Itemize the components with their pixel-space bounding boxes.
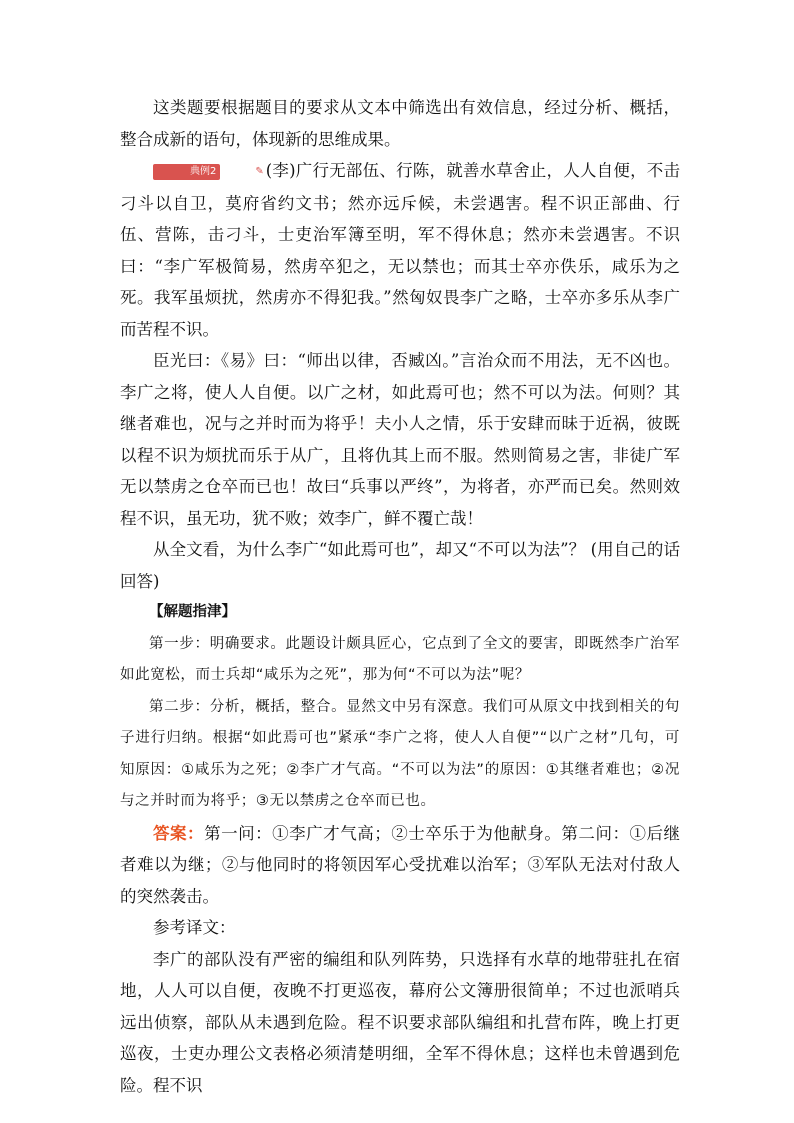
example-tag-badge: 典例2: [153, 164, 220, 180]
answer-label: 答案：: [153, 823, 205, 843]
example-passage-text: (李)广行无部伍、行陈，就善水草舍止，人人自便，不击刁斗以自卫，莫府省约文书；然亦远斥候，未尝遇害。程不识正部曲、行伍、营陈，击刁斗，士吏治军簿至明，军不得休息；然亦未尝遇害。不识曰：“李广军极简易，然虏卒犯之，无以禁也；而其士卒亦佚乐，咸乐为之死。我军虽烦扰，然虏亦不得犯我。”然匈奴畏李广之略，士卒亦多乐从李广而苦程不识。: [120, 161, 680, 339]
guide-heading: 【解题指津】: [149, 604, 236, 620]
translation-heading: 参考译文：: [153, 918, 236, 937]
answer-paragraph: [120, 818, 680, 913]
document-page: [120, 92, 680, 1101]
question-paragraph: 从全文看，为什么李广“如此焉可也”，却又“不可以为法”？ (用自己的话回答): [120, 540, 680, 591]
example-passage-paragraph: [120, 155, 680, 345]
pencil-icon: ✎: [255, 166, 264, 177]
translation-paragraph: 李广的部队没有严密的编组和队列阵势，只选择有水草的地带驻扎在宿地，人人可以自便，夜晚不打更巡夜，幕府公文簿册很简单；不过也派哨兵远出侦察，部队从未遇到危险。程不识要求部队编组和扎营布阵，晚上打更巡夜，士吏办理公文表格必须清楚明细，全军不得休息；这样也未曾遇到危险。程不识: [120, 949, 680, 1095]
commentary-paragraph: 臣光曰：《易》曰：“师出以律，否臧凶。”言治众而不用法，无不凶也。李广之将，使人人自便。以广之材，如此焉可也；然不可以为法。何则？其继者难也，况与之并时而为将乎！夫小人之情，乐于安肆而昧于近祸，彼既以程不识为烦扰而乐于从广，且将仇其上而不服。然则简易之害，非徒广军无以禁虏之仓卒而已也！故曰“兵事以严终”，为将者，亦严而已矣。然则效程不识，虽无功，犹不败；效李广，鲜不覆亡哉！: [120, 351, 680, 528]
guide-step-1: 第一步：明确要求。此题设计颇具匠心，它点到了全文的要害，即既然李广治军如此宽松，而士兵却“咸乐为之死”，那为何“不可以为法”呢？: [120, 635, 680, 683]
intro-paragraph: 这类题要根据题目的要求从文本中筛选出有效信息，经过分析、概括，整合成新的语句，体现新的思维成果。: [120, 98, 680, 149]
answer-text: 第一问：①李广才气高；②士卒乐于为他献身。第二问：①后继者难以为继；②与他同时的将领因军心受扰难以治军；③军队无法对付敌人的突然袭击。: [120, 823, 681, 906]
guide-step-2: 第二步：分析，概括，整合。显然文中另有深意。我们可从原文中找到相关的句子进行归纳。根据“如此焉可也”紧承“李广之将，使人人自便”“以广之材”几句，可知原因：①咸乐为之死；②李广才气高。“不可以为法”的原因：①其继者难也；②况与之并时而为将乎；③无以禁虏之仓卒而已也。: [120, 698, 680, 809]
